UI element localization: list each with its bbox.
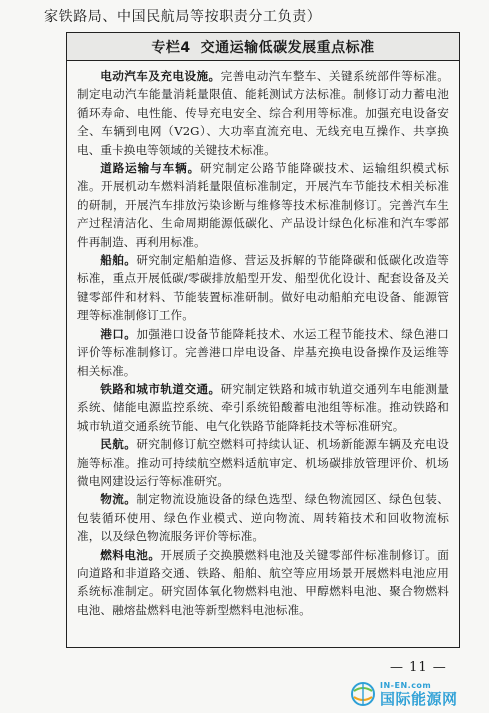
- special-column-body: [67, 61, 459, 625]
- paragraph-electric-vehicles: [77, 67, 449, 159]
- continued-text-line: 家铁路局、中国民航局等按职责分工负责）: [44, 9, 322, 25]
- paragraph-text: 研究制定船舶造修、营运及拆解的节能降碳和低碳化改造等标准，重点开展低碳/零碳排放船型开发、船型优化设计、配套设备及关键零部件和材料、节能装置标准研制。做好电动船舶充电设备、能源管理等标准制修订工作。: [77, 253, 449, 323]
- paragraph-text: 研究制定铁路和城市轨道交通列车电能测量系统、储能电源监控系统、牵引系统铅酸蓄电池组等标准。推动铁路和城市轨道交通系统节能、电气化铁路节能降耗技术等标准研究。: [77, 381, 449, 433]
- paragraph-railway: [77, 380, 449, 435]
- paragraph-lead: 船舶。: [100, 253, 137, 268]
- paragraph-lead: 电动汽车及充电设施。: [100, 69, 221, 83]
- special-column-box: [66, 32, 460, 648]
- paragraph-lead: 铁路和城市轨道交通。: [100, 381, 221, 396]
- paragraph-text: 加强港口设备节能降耗技术、水运工程节能技术、绿色港口评价等标准制修订。完善港口岸电设备、岸基充换电设备操作及运维等相关标准。: [77, 326, 449, 378]
- paragraph-text: 制定物流设施设备的绿色选型、绿色物流园区、绿色包装、包装循环使用、绿色作业模式、逆向物流、周转箱技术和回收物流标准，以及绿色物流服务评价等标准。: [77, 492, 449, 544]
- paragraph-lead: 民航。: [100, 437, 137, 452]
- paragraph-civil-aviation: [77, 435, 449, 490]
- paragraph-text: 完善电动汽车整车、关键系统部件等标准。制定电动汽车能量消耗量限值、能耗测试方法标准。制修订动力蓄电池循环寿命、电性能、传导充电安全、综合利用等标准。加强充电设备安全、车辆到电网（V2G）、大功率直流充电、无线充电互操作、共享换电、重卡换电等领域的关键技术标准。: [77, 69, 449, 157]
- page-number: — 11 —: [390, 660, 447, 675]
- column-number: 专栏4: [151, 39, 191, 56]
- paragraph-lead: 港口。: [100, 326, 137, 341]
- paragraph-lead: 燃料电池。: [100, 547, 161, 562]
- paragraph-lead: 物流。: [100, 492, 137, 507]
- watermark: [350, 679, 482, 709]
- watermark-name: 国际能源网: [380, 689, 458, 708]
- column-title-text: 交通运输低碳发展重点标准: [200, 39, 375, 56]
- special-column-title: [67, 33, 459, 61]
- paragraph-text: 研究制修订航空燃料可持续认证、机场新能源车辆及充电设施等标准。推动可持续航空燃料适航审定、机场碳排放管理评价、机场微电网建设运行等标准研究。: [77, 437, 449, 488]
- paragraph-ships: [77, 251, 449, 325]
- globe-logo-icon: [350, 681, 376, 707]
- paragraph-ports: [77, 325, 449, 380]
- paragraph-fuel-cells: [77, 546, 449, 620]
- paragraph-road-transport: [77, 159, 449, 251]
- paragraph-lead: 道路运输与车辆。: [100, 161, 201, 176]
- paragraph-text: 研究制定公路节能降碳技术、运输组织模式标准。开展机动车燃料消耗量限值标准制定，开展汽车节能技术相关标准的研制，开展汽车排放污染诊断与维修等技术标准制修订。完善汽车生产过程清洁化、生命周期能源低碳化、产品设计绿色化标准和汽车零部件再制造、再利用标准。: [77, 161, 449, 249]
- paragraph-logistics: [77, 490, 449, 545]
- watermark-domain: IN-EN.com: [380, 680, 432, 690]
- paragraph-text: 开展质子交换膜燃料电池及关键零部件标准制修订。面向道路和非道路交通、铁路、船舶、航空等应用场景开展燃料电池应用系统标准制定。研究固体氧化物燃料电池、甲醇燃料电池、聚合物燃料电池、融熔盐燃料电池等新型燃料电池标准。: [77, 547, 449, 617]
